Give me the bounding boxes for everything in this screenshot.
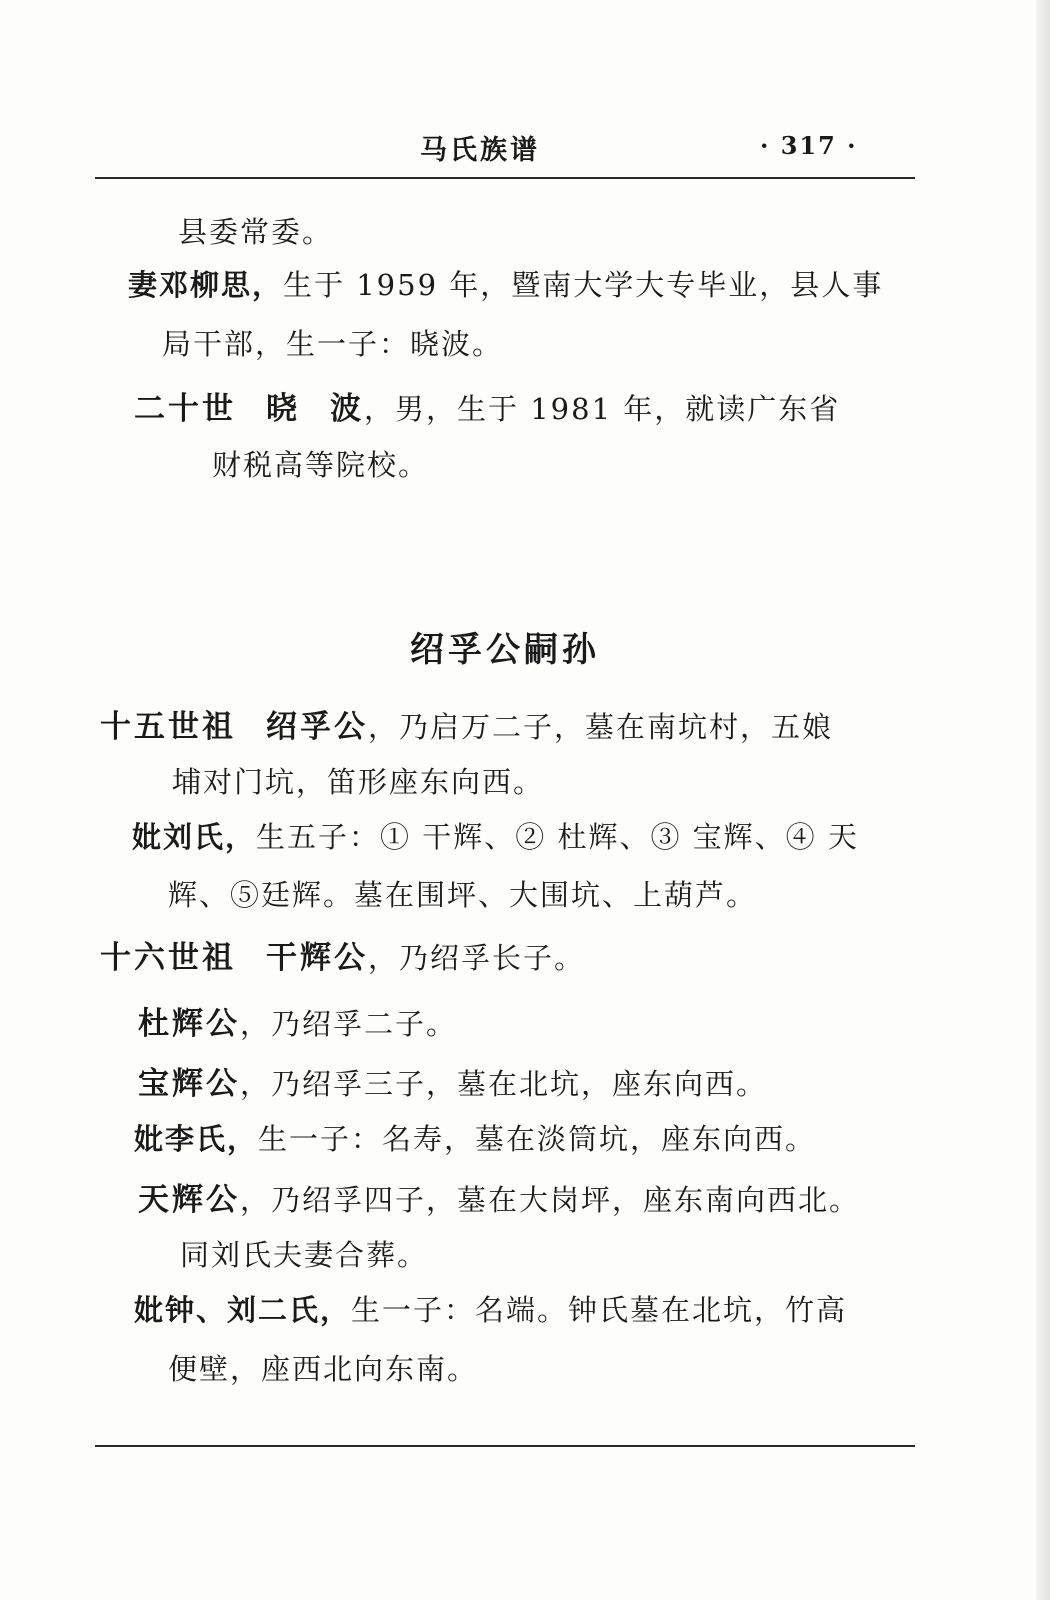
text-line: 便壁，座西北向东南。 bbox=[168, 1352, 479, 1386]
person-description: ，乃绍孚四子，墓在大岗坪，座东南向西北。 bbox=[240, 1183, 861, 1217]
text-line bbox=[138, 1058, 767, 1103]
person-name: 妻邓柳思， bbox=[128, 268, 284, 302]
person-name: 干辉公 bbox=[266, 940, 368, 976]
person-name: 宝辉公 bbox=[138, 1066, 240, 1102]
person-description: ，乃绍孚长子。 bbox=[368, 941, 586, 975]
page-number: · 317 · bbox=[760, 131, 858, 160]
person-name: 妣刘氏， bbox=[132, 820, 257, 854]
text-line: 同刘氏夫妻合葬。 bbox=[180, 1238, 429, 1272]
person-description: ，乃启万二子，墓在南坑村，五娘 bbox=[368, 710, 834, 744]
text-line: 县委常委。 bbox=[178, 215, 334, 249]
person-name: 杜辉公 bbox=[138, 1006, 240, 1042]
text-line bbox=[134, 1117, 816, 1158]
person-description: 生于 1959 年，暨南大学大专毕业，县人事 bbox=[283, 268, 884, 302]
text-line: 局干部，生一子：晓波。 bbox=[162, 327, 504, 361]
person-description: 生五子：① 干辉、② 杜辉、③ 宝辉、④ 天 bbox=[256, 820, 859, 854]
person-description: ，乃绍孚三子，墓在北坑，座东向西。 bbox=[240, 1067, 768, 1101]
text-line bbox=[138, 1174, 860, 1219]
running-title: 马氏族谱 bbox=[420, 135, 540, 166]
generation-entry bbox=[100, 701, 833, 746]
text-line bbox=[134, 1288, 847, 1329]
text-line: 埔对门坑，笛形座东向西。 bbox=[172, 765, 545, 799]
text-line bbox=[132, 815, 859, 856]
footer-rule bbox=[95, 1445, 915, 1447]
person-name: 波 bbox=[330, 391, 364, 427]
generation-entry bbox=[134, 383, 840, 428]
person-description: ，男，生于 1981 年，就读广东省 bbox=[364, 392, 841, 426]
text-line: 辉、⑤廷辉。墓在围坪、大围坑、上葫芦。 bbox=[168, 878, 758, 912]
page-edge-shadow bbox=[1036, 0, 1050, 1600]
person-description: ，乃绍孚二子。 bbox=[240, 1007, 458, 1041]
text-line: 财税高等院校。 bbox=[212, 448, 430, 482]
generation-entry bbox=[100, 932, 585, 977]
text-line bbox=[128, 263, 883, 304]
generation-label: 十六世祖 bbox=[100, 940, 236, 976]
person-name: 晓 bbox=[266, 391, 300, 427]
generation-label: 十五世祖 bbox=[100, 709, 236, 745]
header-rule bbox=[95, 177, 915, 179]
text-line bbox=[138, 998, 457, 1043]
person-description: 生一子：名寿，墓在淡筒坑，座东向西。 bbox=[258, 1122, 817, 1156]
generation-label: 二十世 bbox=[134, 391, 236, 427]
person-name: 天辉公 bbox=[138, 1182, 240, 1218]
person-name: 妣钟、刘二氏， bbox=[134, 1293, 352, 1327]
person-description: 生一子：名端。钟氏墓在北坑，竹高 bbox=[351, 1293, 848, 1327]
person-name: 妣李氏， bbox=[134, 1122, 259, 1156]
person-name: 绍孚公 bbox=[266, 709, 368, 745]
section-title: 绍孚公嗣孙 bbox=[410, 630, 600, 670]
